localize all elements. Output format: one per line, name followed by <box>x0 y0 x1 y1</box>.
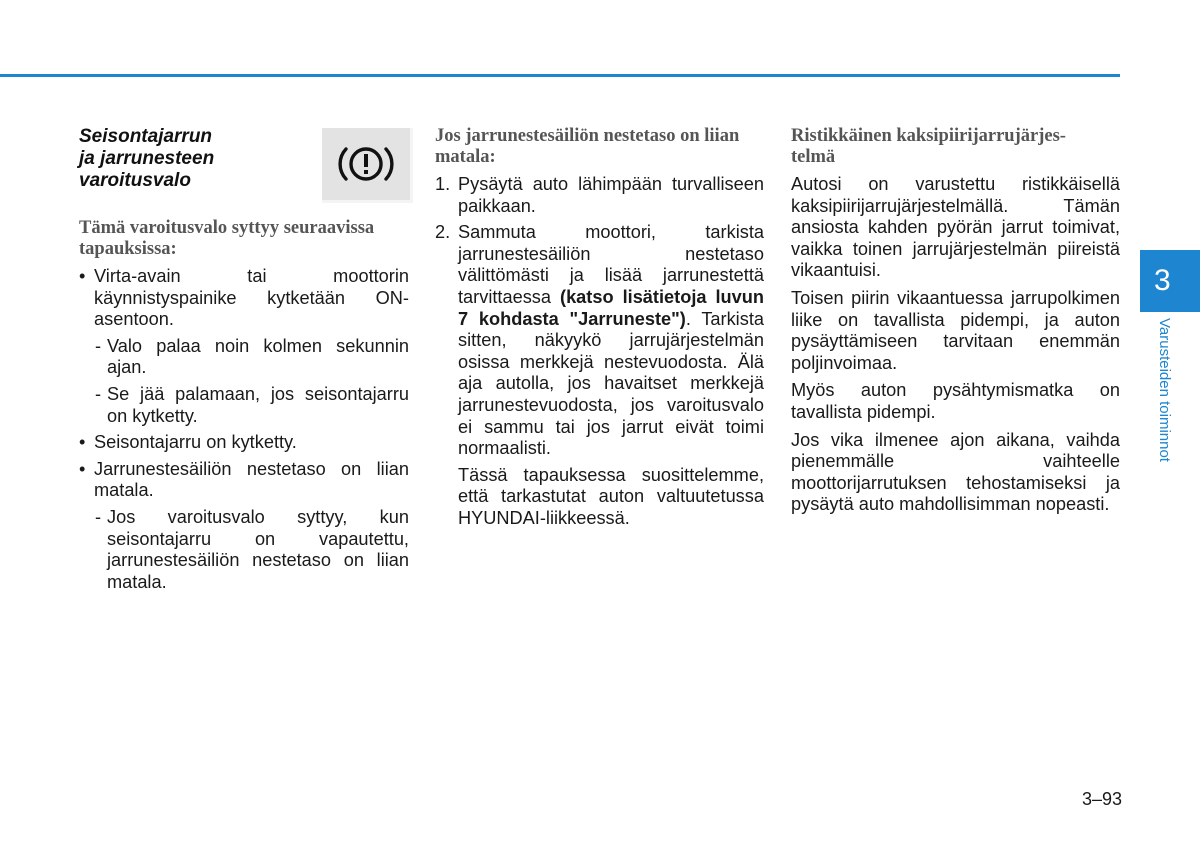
step-text: Pysäytä auto lähimpään turvalliseen paikkaan. <box>458 174 764 216</box>
conditions-heading: Tämä varoitusvalo syttyy seuraavissa tapauksissa: <box>79 218 375 259</box>
dash-text: Valo palaa noin kolmen sekunnin ajan. <box>107 335 409 378</box>
dash-text: Se jää palamaan, jos seisontajarru on kytketty. <box>107 383 409 426</box>
cross-reference: (katso lisätietoja luvun 7 kohdasta "Jarruneste") <box>458 286 764 329</box>
dash-mark: - <box>95 383 102 404</box>
bullet-text: Seisontajarru on kytketty. <box>94 432 297 453</box>
step-number: 2. <box>435 222 451 243</box>
heading-line-1: Ristikkäinen kaksipiirijarrujärjes- <box>791 126 1066 146</box>
list-item <box>79 266 409 331</box>
paragraph: Toisen piirin vikaantuessa jarrupolkimen liike on tavallista pidempi, ja auton pysäyttämiseen tarvitaan enemmän poljinvoimaa. <box>791 287 1120 373</box>
column-low-fluid <box>435 126 764 535</box>
low-fluid-heading: Jos jarrunestesäiliön nestetaso on liian matala: <box>435 126 740 167</box>
sub-list-item <box>79 384 409 427</box>
column-dual-circuit <box>791 126 1120 522</box>
chapter-label: Varusteiden toiminnot <box>1156 318 1173 462</box>
bullet-mark: • <box>79 432 86 453</box>
column-warning-light <box>79 126 409 598</box>
brake-warning-icon <box>337 143 395 185</box>
sub-list-item <box>79 507 409 593</box>
step-text: Sammuta moottori, tarkista jarrunestesäiliön nestetaso välittömästi ja lisää jarrunestettä tarvittaessa <box>458 222 764 307</box>
bullet-mark: • <box>79 458 86 479</box>
page-number: 3–93 <box>1082 789 1123 809</box>
bullet-text: Jarrunestesäiliön nestetaso on liian matala. <box>94 458 409 501</box>
chapter-number-tab: 3 <box>1140 250 1200 312</box>
paragraph: Jos vika ilmenee ajon aikana, vaihda pienemmälle vaihteelle moottorijarrutuksen tehostamiseksi ja pysäytä auto mahdollisimman nopeasti. <box>791 429 1120 515</box>
dash-mark: - <box>95 506 102 527</box>
bullet-mark: • <box>79 266 86 286</box>
paragraph: Myös auton pysähtymismatka on tavallista pidempi. <box>791 380 1120 422</box>
numbered-step <box>435 174 764 217</box>
brake-warning-icon-box <box>322 128 413 203</box>
dash-mark: - <box>95 335 102 356</box>
title-line-1: Seisontajarrun <box>79 126 213 147</box>
dual-circuit-heading <box>791 126 1120 168</box>
section-title <box>79 126 299 192</box>
title-line-2: ja jarrunesteen <box>79 148 215 169</box>
paragraph: Autosi on varustettu ristikkäisellä kaksipiirijarrujärjestelmällä. Tämän ansiosta kahden pyörän jarrut toimivat, vaikka toinen jarrujärjestelmän piireistä vikaantuisi. <box>791 174 1120 281</box>
bullet-text: Virta-avain tai moottorin käynnistyspainike kytketään ON-asentoon. <box>94 266 409 330</box>
step-text-continued: . Tarkista sitten, näkyykö jarrujärjestelmän osissa merkkejä nestevuodosta. Älä aja autolla, jos havaitset merkkejä jarrunestevuodosta, jos varoitusvalo ei sammu tai jos jarrut eivät toimi normaalisti. <box>458 308 764 459</box>
top-accent-rule <box>0 74 1120 77</box>
numbered-step <box>435 222 764 460</box>
heading-line-2: telmä <box>791 147 836 167</box>
step-note: Tässä tapauksessa suosittelemme, että tarkastutat auton valtuutetussa HYUNDAI-liikkeessä. <box>458 464 764 528</box>
sub-list-item <box>79 336 409 379</box>
title-line-3: varoitusvalo <box>79 170 191 191</box>
step-number: 1. <box>435 174 451 194</box>
dash-text: Jos varoitusvalo syttyy, kun seisontajarru on vapautettu, jarrunestesäiliön nestetaso on liian matala. <box>107 506 409 592</box>
list-item <box>79 459 409 502</box>
list-item <box>79 432 409 454</box>
